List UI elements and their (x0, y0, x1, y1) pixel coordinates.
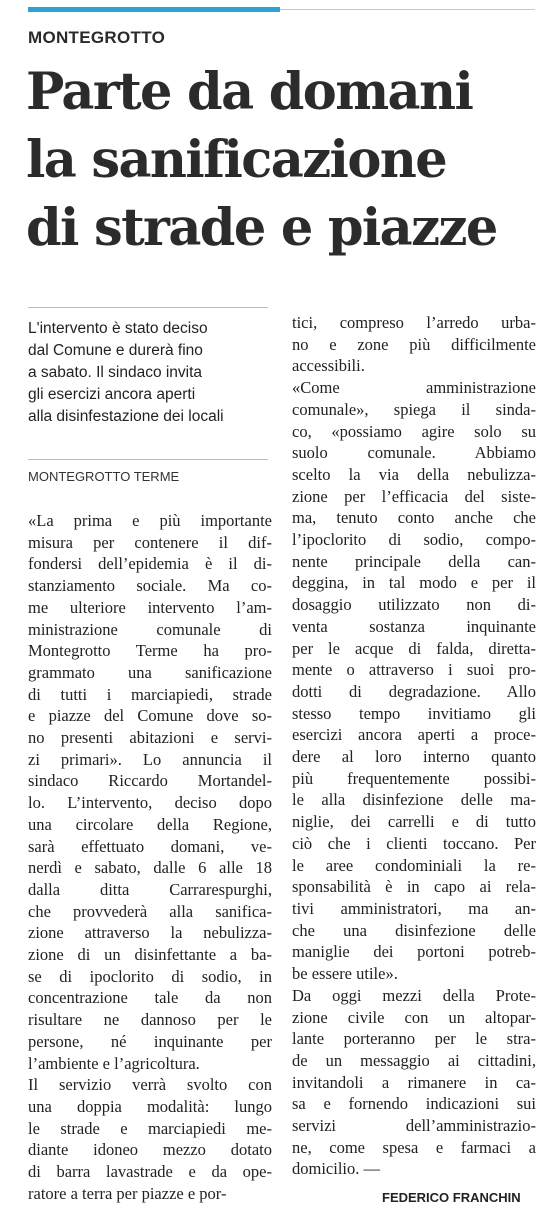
summary-line: alla disinfestazione dei locali (28, 408, 224, 425)
article-line: e piazze del Comune dove so- (28, 706, 272, 726)
article-line: invitandoli a rimanere in ca- (292, 1072, 536, 1092)
dateline-divider (28, 459, 268, 460)
article-line: lo. L’intervento, deciso dopo (28, 793, 272, 813)
article-column-1 (28, 510, 272, 1205)
article-line: suolo comunale. Abbiamo (292, 443, 536, 463)
article-line: se di ipoclorito di sodio, in (28, 966, 272, 986)
article-line: maniglie dei portoni potreb- (292, 942, 536, 962)
article-line: sarà effettuato domani, ve- (28, 836, 272, 856)
article-line: «Come amministrazione (292, 378, 536, 398)
article-line: misura per contenere il dif- (28, 532, 272, 552)
article-line: be essere utile». (292, 964, 398, 984)
article-line: zione di un disinfettante a ba- (28, 945, 272, 965)
section-accent-bar (28, 7, 280, 12)
article-line: zi primari». Lo annuncia il (28, 749, 272, 769)
article-line: le alla disinfezione delle ma- (292, 790, 536, 810)
article-line: che una disinfezione delle (292, 920, 536, 940)
article-line: mente o attraverso i suoi pro- (292, 660, 536, 680)
article-line: accessibili. (292, 356, 365, 376)
article-line: zione attraverso la nebulizza- (28, 923, 272, 943)
article-line: deggina, in tal modo e per il (292, 573, 536, 593)
article-line: zione civile con un altopar- (292, 1007, 536, 1027)
dateline: MONTEGROTTO TERME (28, 469, 180, 484)
article-line: venta sostanza inquinante (292, 616, 536, 636)
article-line: sindaco Riccardo Mortandel- (28, 771, 272, 791)
article-line: per le acque di falda, diretta- (292, 638, 536, 658)
article-line: tici, compreso l’arredo urba- (292, 313, 536, 332)
article-line: persone, né inquinante per (28, 1031, 272, 1051)
article-line: no e zone più difficilmente (292, 334, 536, 354)
article-column-2 (292, 312, 536, 1180)
article-line: co, «possiamo agire solo su (292, 421, 536, 441)
article-line: concentrazione tale da non (28, 988, 272, 1008)
article-line: nerdì e sabato, dalle 6 alle 18 (28, 858, 272, 878)
article-line: dosaggio utilizzato non di- (292, 595, 536, 615)
article-line: esercizi ancora aperti a proce- (292, 725, 536, 745)
article-line: ciò che i clienti toccano. Per (292, 833, 536, 853)
article-line: le strade e marciapiedi me- (28, 1118, 272, 1138)
section-rule (280, 9, 535, 10)
article-line: servizi dell’amministrazio- (292, 1116, 536, 1136)
article-line: zione per l’efficacia del siste- (292, 486, 536, 506)
article-line: una doppia modalità: lungo (28, 1096, 272, 1116)
article-line: l’ipoclorito di sodio, compo- (292, 530, 536, 550)
article-line: di barra lavastrade e da ope- (28, 1162, 272, 1182)
article-line: tivi amministratori, ma an- (292, 898, 536, 918)
article-line: risultare ne dannoso per le (28, 1010, 272, 1030)
article-line: di tutti i marciapiedi, strade (28, 684, 272, 704)
summary-line: L'intervento è stato deciso (28, 320, 208, 337)
article-line: Montegrotto Terme ha pro- (28, 641, 272, 661)
summary-divider (28, 307, 268, 308)
summary-line: gli esercizi ancora aperti (28, 386, 196, 403)
article-line: dotti di degradazione. Allo (292, 681, 536, 701)
article-line: no presenti abitazioni e servi- (28, 728, 272, 748)
headline-line: Parte da domani (26, 62, 473, 122)
article-line: niglie, dei carrelli e di tutto (292, 812, 536, 832)
summary-line: a sabato. Il sindaco invita (28, 364, 203, 381)
article-line: dere al loro interno quanto (292, 747, 536, 767)
headline (26, 58, 546, 262)
headline-line: di strade e piazze (26, 198, 497, 258)
summary-line: dal Comune e durerà fino (28, 342, 203, 359)
article-line: che provvederà alla sanifica- (28, 901, 272, 921)
article-line: una circolare della Regione, (28, 814, 272, 834)
article-line: l’ambiente e l’agricoltura. (28, 1053, 200, 1073)
author-byline: FEDERICO FRANCHIN (382, 1190, 521, 1205)
headline-line: la sanificazione (26, 130, 447, 190)
article-line: diante idoneo mezzo dotato (28, 1140, 272, 1160)
article-line: le aree condominiali la re- (292, 855, 536, 875)
article-line: grammato una sanificazione (28, 662, 272, 682)
article-line: sponsabilità è in capo ai rela- (292, 877, 536, 897)
article-line: domicilio. — (292, 1159, 380, 1179)
article-line: de un messaggio ai cittadini, (292, 1050, 536, 1070)
section-kicker: MONTEGROTTO (28, 28, 166, 47)
article-line: ma, tenuto conto anche che (292, 508, 536, 528)
article-line: ratore a terra per piazze e por- (28, 1183, 227, 1203)
article-line: dalla ditta Carrarespurghi, (28, 879, 272, 899)
article-line: nente principale della can- (292, 551, 536, 571)
article-line: ne, come spesa e farmaci a (292, 1137, 536, 1157)
article-line: stesso tempo invitiamo gli (292, 703, 536, 723)
article-line: Da oggi mezzi della Prote- (292, 985, 536, 1005)
article-line: lante porteranno per le stra- (292, 1029, 536, 1049)
article-line: ministrazione comunale di (28, 619, 272, 639)
article-line: «La prima e più importante (28, 511, 272, 530)
article-line: scelto la via della nebulizza- (292, 464, 536, 484)
article-line: me ulteriore intervento l’am- (28, 597, 272, 617)
article-line: comunale», spiega il sinda- (292, 399, 536, 419)
article-line: stanziamento sociale. Ma co- (28, 576, 272, 596)
article-line: Il servizio verrà svolto con (28, 1075, 272, 1095)
article-line: più frequentemente possibi- (292, 768, 536, 788)
article-line: sa e fornendo indicazioni sui (292, 1094, 536, 1114)
summary (28, 318, 273, 428)
article-line: fondersi dell’epidemia è il di- (28, 554, 272, 574)
